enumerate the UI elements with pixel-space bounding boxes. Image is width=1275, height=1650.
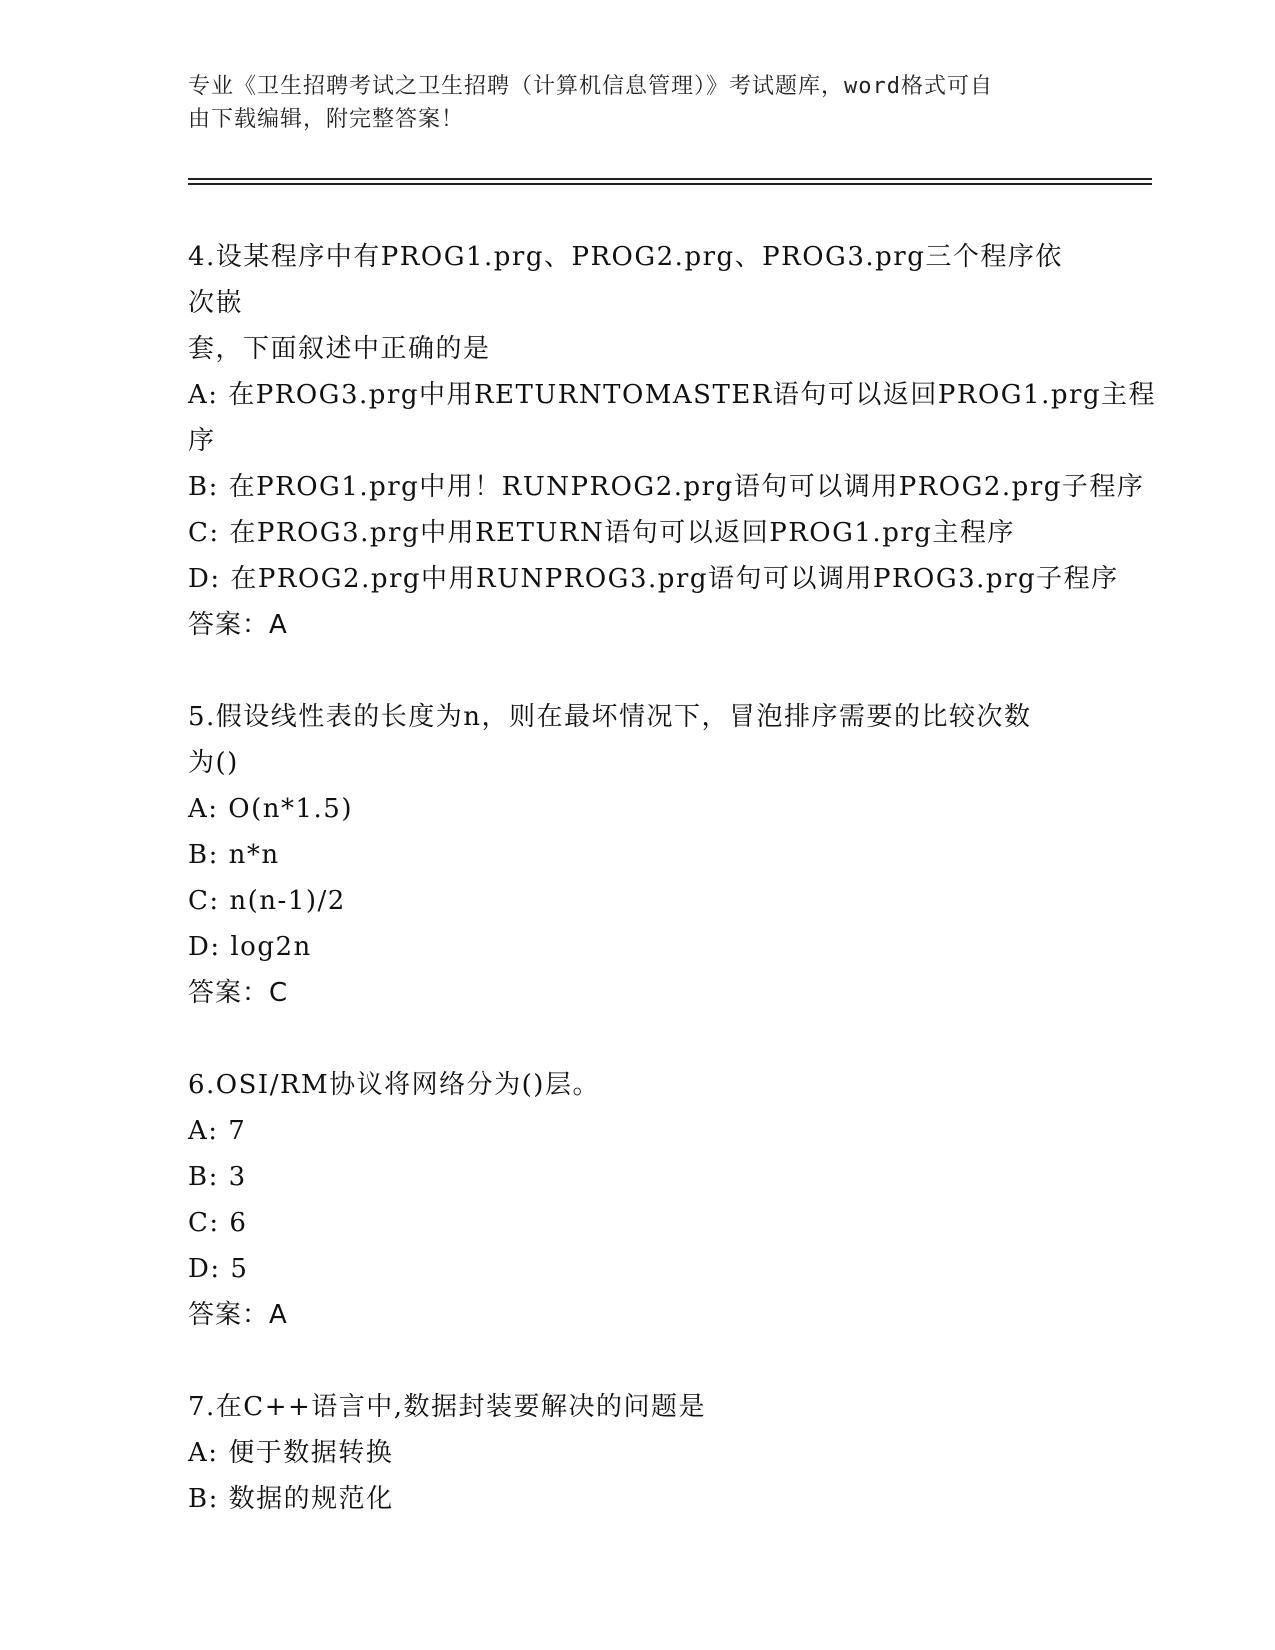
option-b: B: 在PROG1.prg中用！RUNPROG2.prg语句可以调用PROG2.prg子程序 <box>188 472 1145 502</box>
option-c: C: 在PROG3.prg中用RETURN语句可以返回PROG1.prg主程序 <box>188 518 1015 548</box>
option-d: D: log2n <box>188 932 312 962</box>
question-5 <box>188 694 1088 1016</box>
option-a: A: 在PROG3.prg中用RETURNTOMASTER语句可以返回PROG1.prg主程 <box>188 380 1157 410</box>
header-line-2: 由下载编辑，附完整答案！ <box>188 107 465 132</box>
question-stem: 5.假设线性表的长度为n，则在最坏情况下，冒泡排序需要的比较次数 <box>188 702 1032 732</box>
option-a: A: O(n*1.5) <box>188 794 353 824</box>
header-line-1: 专业《卫生招聘考试之卫生招聘（计算机信息管理）》考试题库，word格式可自 <box>188 74 993 99</box>
option-b: B: 3 <box>188 1162 247 1192</box>
question-stem: 7.在C++语言中,数据封装要解决的问题是 <box>188 1392 707 1422</box>
option-c: C: n(n-1)/2 <box>188 886 346 916</box>
spacer <box>188 648 1088 694</box>
option-a: A: 7 <box>188 1116 247 1146</box>
question-4 <box>188 234 1157 648</box>
question-stem: 4.设某程序中有PROG1.prg、PROG2.prg、PROG3.prg三个程序依次嵌 <box>188 242 1063 318</box>
option-d: D: 在PROG2.prg中用RUNPROG3.prg语句可以调用PROG3.prg子程序 <box>188 564 1119 594</box>
option-b: B: n*n <box>188 840 280 870</box>
spacer <box>188 1016 1088 1062</box>
question-list <box>188 234 1157 1522</box>
answer: 答案：A <box>188 610 288 640</box>
header-divider-bottom <box>188 183 1152 185</box>
document-header <box>188 70 1068 136</box>
option-d: D: 5 <box>188 1254 249 1284</box>
header-divider-top <box>188 178 1152 180</box>
option-a: A: 便于数据转换 <box>188 1438 394 1468</box>
question-stem: 6.OSI/RM协议将网络分为()层。 <box>188 1070 600 1100</box>
answer: 答案：A <box>188 1300 288 1330</box>
question-7 <box>188 1384 1088 1522</box>
question-stem-continued: 为() <box>188 748 239 778</box>
option-b: B: 数据的规范化 <box>188 1484 394 1514</box>
spacer <box>188 1338 1088 1384</box>
answer: 答案：C <box>188 978 289 1008</box>
option-c: C: 6 <box>188 1208 248 1238</box>
question-stem-continued: 套，下面叙述中正确的是 <box>188 334 491 364</box>
option-a-continued: 序 <box>188 426 216 456</box>
question-6 <box>188 1062 1088 1338</box>
